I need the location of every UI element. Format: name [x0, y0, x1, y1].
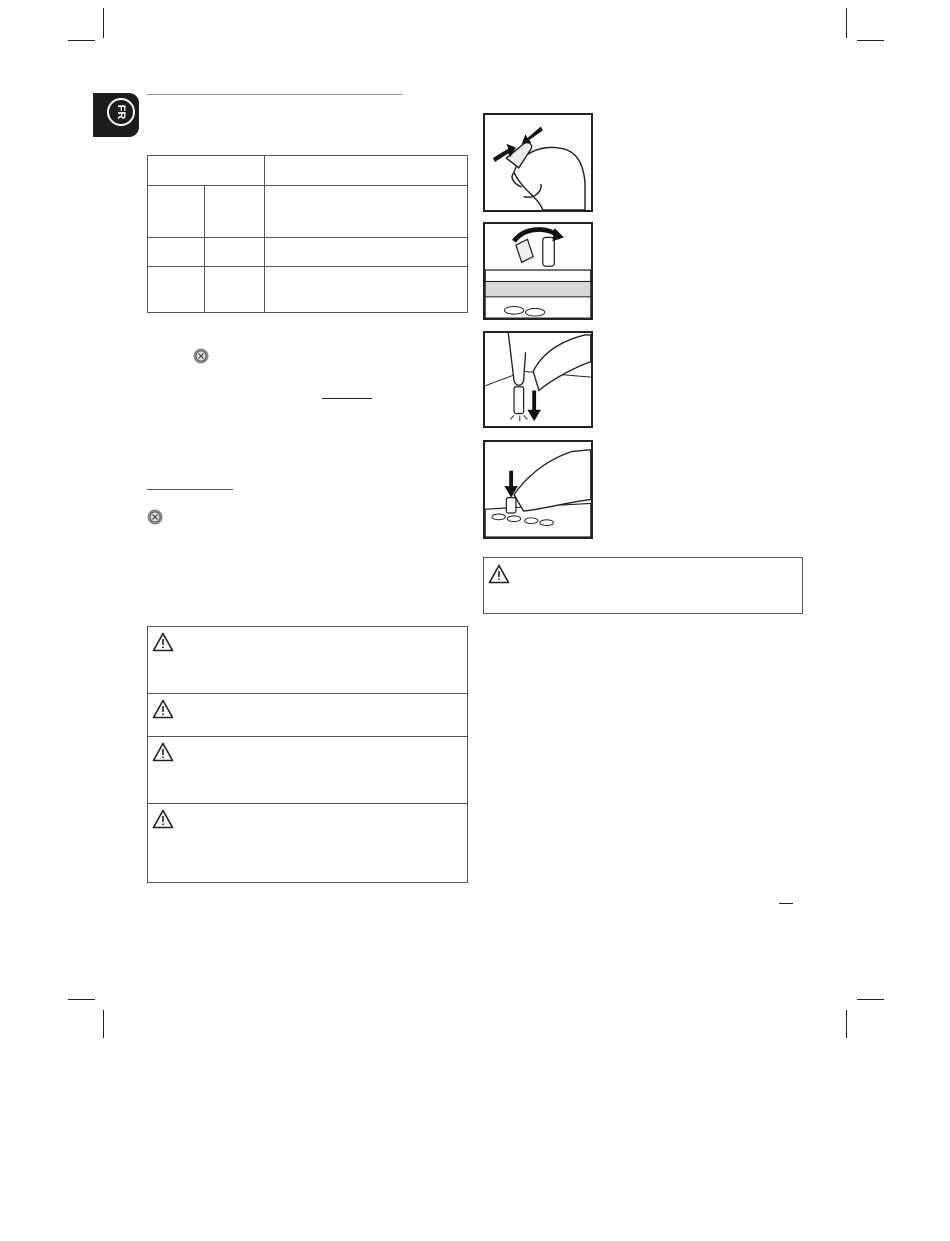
- table-col-divider-sub: [204, 185, 205, 312]
- warning-divider-2: [148, 736, 467, 737]
- crop-mark-top-left-h: [68, 40, 95, 41]
- steam-knob-icon: [193, 348, 209, 364]
- warning-box-right: [483, 557, 803, 614]
- illustration-rotate-cap: [483, 222, 593, 320]
- warning-triangle-icon: [152, 699, 174, 719]
- steam-knob-icon: [147, 509, 163, 525]
- crop-mark-bottom-right-h: [857, 999, 884, 1000]
- page-number-rule: [779, 903, 793, 904]
- crop-mark-top-right-v: [846, 8, 847, 38]
- warning-triangle-icon: [152, 632, 174, 652]
- section-heading-rule: [147, 94, 403, 95]
- illustration-push-filter: [483, 440, 593, 539]
- illustration-pinch-filter: [483, 113, 593, 212]
- warning-triangle-icon: [152, 809, 174, 829]
- underlined-term-rule: [322, 398, 372, 399]
- illustration-insert-filter: [483, 331, 593, 428]
- table-row-divider-3: [148, 266, 467, 267]
- warnings-box: [147, 626, 468, 883]
- subsection-heading-rule: [147, 489, 233, 490]
- language-badge: FR: [107, 98, 135, 126]
- settings-table: [147, 155, 468, 313]
- crop-mark-bottom-left-h: [68, 999, 95, 1000]
- table-row-divider-1: [148, 185, 467, 186]
- table-col-divider-main: [264, 156, 265, 312]
- crop-mark-bottom-left-v: [103, 1010, 104, 1038]
- warning-divider-1: [148, 693, 467, 694]
- crop-mark-top-right-h: [857, 40, 884, 41]
- warning-triangle-icon: [152, 742, 174, 762]
- warning-triangle-icon: [488, 564, 510, 584]
- table-row-divider-2: [148, 237, 467, 238]
- warning-divider-3: [148, 803, 467, 804]
- crop-mark-bottom-right-v: [846, 1010, 847, 1038]
- crop-mark-top-left-v: [103, 8, 104, 38]
